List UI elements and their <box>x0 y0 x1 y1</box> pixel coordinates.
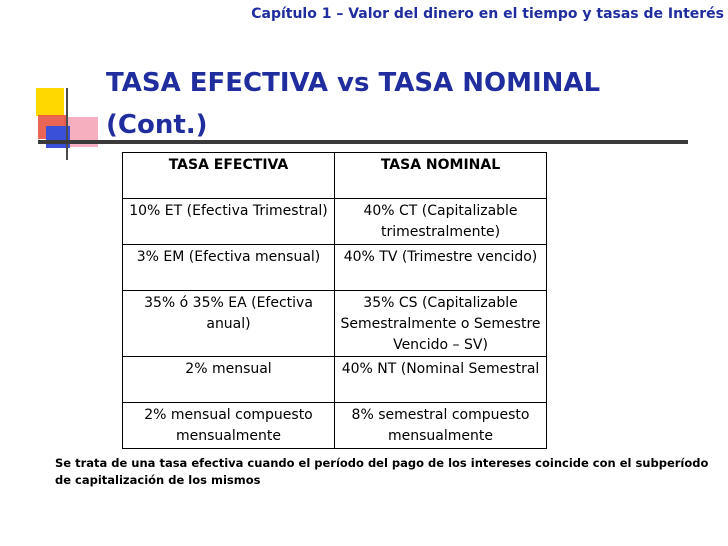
chapter-header: Capítulo 1 – Valor del dinero en el tiempo y tasas de Interés <box>251 6 724 22</box>
effective-rate-cell: 2% mensual compuesto mensualmente <box>123 403 335 449</box>
nominal-rate-cell: 35% CS (Capitalizable Semestralmente o Semestre Vencido – SV) <box>335 291 547 357</box>
column-header-effective: TASA EFECTIVA <box>123 153 335 199</box>
slide-title-line1: TASA EFECTIVA vs TASA NOMINAL <box>106 68 601 98</box>
slide-title <box>106 62 666 146</box>
column-header-nominal: TASA NOMINAL <box>335 153 547 199</box>
nominal-rate-cell: 40% NT (Nominal Semestral <box>335 357 547 403</box>
table-row <box>123 199 547 245</box>
table-row <box>123 403 547 449</box>
effective-rate-cell: 10% ET (Efectiva Trimestral) <box>123 199 335 245</box>
rates-table <box>122 152 547 449</box>
table-row <box>123 291 547 357</box>
decorative-yellow-square <box>36 88 64 116</box>
table-row <box>123 357 547 403</box>
table-row <box>123 245 547 291</box>
slide-title-line2: (Cont.) <box>106 110 208 140</box>
effective-rate-cell: 3% EM (Efectiva mensual) <box>123 245 335 291</box>
effective-rate-cell: 2% mensual <box>123 357 335 403</box>
decorative-vertical-line <box>66 88 68 160</box>
nominal-rate-cell: 40% TV (Trimestre vencido) <box>335 245 547 291</box>
definition-note: Se trata de una tasa efectiva cuando el período del pago de los intereses coincide con el subperíodo de capitalización de los mismos <box>55 456 709 487</box>
nominal-rate-cell: 40% CT (Capitalizable trimestralmente) <box>335 199 547 245</box>
table-header-row <box>123 153 547 199</box>
title-divider <box>38 140 688 144</box>
nominal-rate-cell: 8% semestral compuesto mensualmente <box>335 403 547 449</box>
effective-rate-cell: 35% ó 35% EA (Efectiva anual) <box>123 291 335 357</box>
